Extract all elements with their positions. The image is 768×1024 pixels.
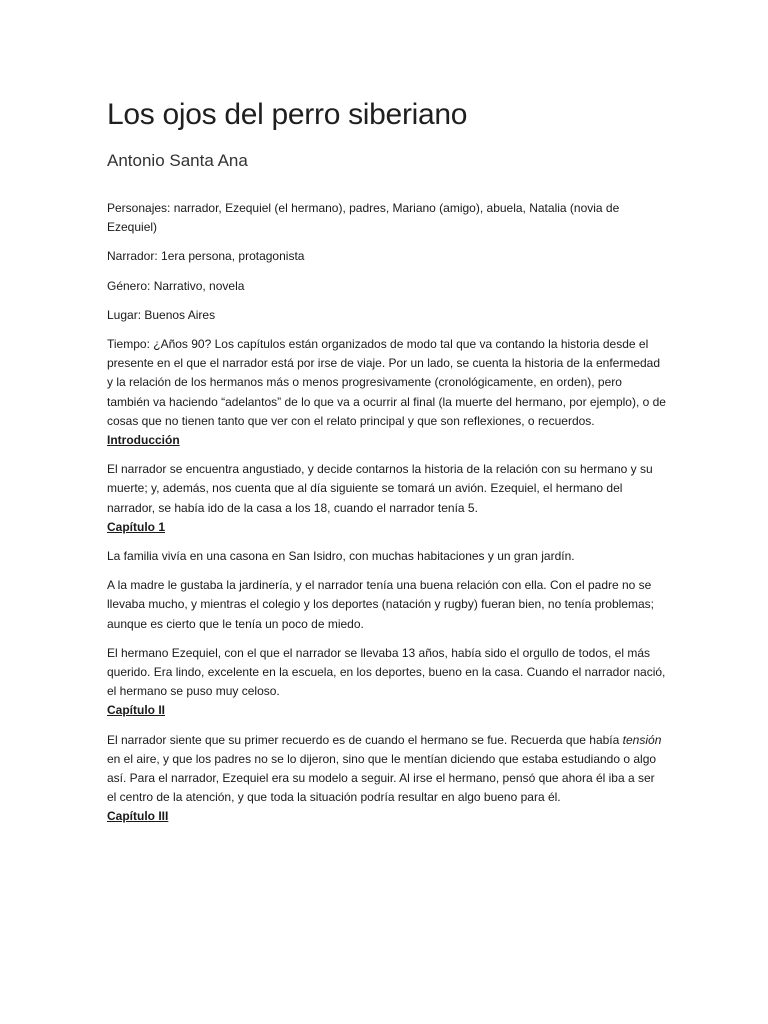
field-personajes: Personajes: narrador, Ezequiel (el hermano), padres, Mariano (amigo), abuela, Natalia (novia de Ezequiel) xyxy=(107,201,620,235)
field-tiempo: Tiempo: ¿Años 90? Los capítulos están organizados de modo tal que va contando la historia desde el presente en el que el narrador está por irse de viaje. Por un lado, se cuenta la historia de la enfermedad y la relación de los hermanos más o menos progresivamente (cronológicamente, en orden), pero también va haciendo “adelantos” de lo que va a ocurrir al final (la muerte del hermano, por ejemplo), o de cosas que no tienen tanto que ver con el relato principal y que son reflexiones, o recuerdos. xyxy=(107,337,666,428)
cap2-text-before: El narrador siente que su primer recuerdo es de cuando el hermano se fue. Recuerda que había xyxy=(107,732,620,747)
document-title: Los ojos del perro siberiano xyxy=(107,98,468,131)
document-body xyxy=(107,96,667,827)
cap2-text-after: en el aire, y que los padres no se lo dijeron, sino que le mentían diciendo que estaba estudiando o algo así. Para el narrador, Ezequiel era su modelo a seguir. Al irse el hermano, pensó que ahora él iba a ser el centro de la atención, y que toda la situación podría resultar en algo bueno para él. xyxy=(107,751,657,805)
cap1-paragraph-2: A la madre le gustaba la jardinería, y el narrador tenía una buena relación con ella. Con el padre no se llevaba mucho, y mientras el colegio y los deportes (natación y rugby) fueran bien, no tenía problemas; aunque es cierto que le tenía un poco de miedo. xyxy=(107,578,654,631)
heading-introduccion: Introducción xyxy=(107,433,180,448)
cap1-paragraph-3: El hermano Ezequiel, con el que el narrador se llevaba 13 años, había sido el orgullo de todos, el más querido. Era lindo, excelente en la escuela, en los deportes, bueno en la casa. Cuando el narrador nació, el hermano se puso muy celoso. xyxy=(107,645,666,699)
heading-capitulo-2: Capítulo II xyxy=(107,703,165,718)
document-author: Antonio Santa Ana xyxy=(107,151,248,170)
cap2-paragraph xyxy=(107,731,667,808)
heading-capitulo-1: Capítulo 1 xyxy=(107,519,166,534)
field-narrador: Narrador: 1era persona, protagonista xyxy=(107,249,305,264)
cap2-emphasis: tensión xyxy=(622,732,662,747)
intro-paragraph: El narrador se encuentra angustiado, y decide contarnos la historia de la relación con su hermano y su muerte; y, además, nos cuenta que al día siguiente se tomará un avión. Ezequiel, el hermano del narrador, se había ido de la casa a los 18, cuando el narrador tenía 5. xyxy=(107,462,653,515)
heading-capitulo-3: Capítulo III xyxy=(107,809,169,824)
field-genero: Género: Narrativo, novela xyxy=(107,278,245,293)
cap1-paragraph-1: La familia vivía en una casona en San Isidro, con muchas habitaciones y un gran jardín. xyxy=(107,549,575,564)
field-lugar: Lugar: Buenos Aires xyxy=(107,307,216,322)
